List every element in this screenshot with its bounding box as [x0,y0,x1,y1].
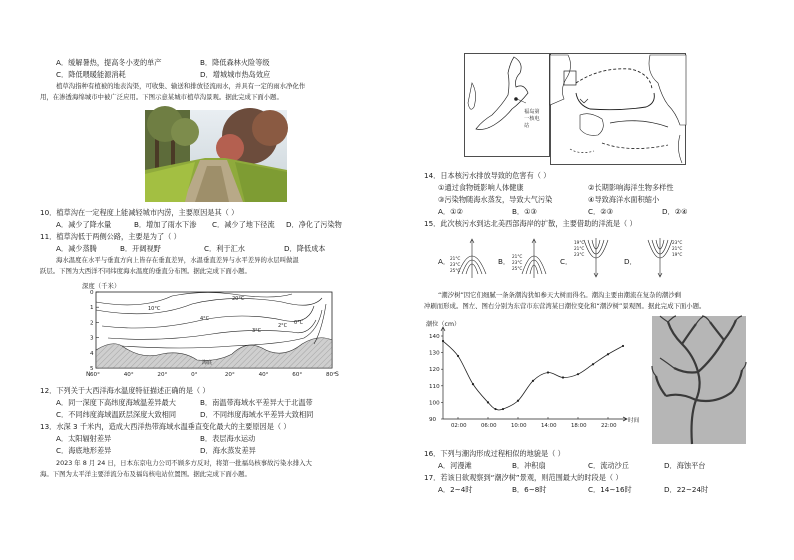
tide-point [547,371,549,373]
tide-point [607,353,609,355]
q10-option-d[interactable]: D．净化了污染物 [286,220,342,229]
pacific-currents-map [550,53,686,165]
q15-option-b[interactable]: B． [498,257,511,266]
tide-level-line [443,341,623,410]
q12-option-d[interactable]: D．不同纬度海域水平差异大致相同 [200,410,314,419]
tidal-tree-photo [652,316,746,444]
label-north: N [86,371,91,378]
q15-stem: 15．此次核污水到达北美西部海岸的扩散，主要借助的洋流是（ ） [424,219,637,228]
q12-option-b[interactable]: B．南温带海域水平差异大于北温带 [200,398,313,407]
tide-x-tick-label: 02:00 [451,423,467,429]
q14-item-2: ②长期影响海洋生物多样性 [588,183,674,192]
q13-option-d[interactable]: D．海水蒸发差异 [200,446,256,455]
svg-text:21°C: 21°C [450,256,461,261]
q9-option-a[interactable]: A．缓解暑热，提高冬小麦的单产 [56,58,162,67]
tide-point [442,340,444,342]
tide-y-tick-label: 120 [429,367,440,374]
tide-y-tick-label: 110 [429,383,440,390]
intro-tidal-tree-2: 冲刷而形成。图左、图右分别为东营市东营湾某日潮位变化和“潮汐树”景观图。据此完成下面小题。 [424,302,706,310]
depth-tick-label: 2 [90,320,94,327]
q15-option-d[interactable]: D． [624,257,637,266]
q15-diagram-b [512,234,556,280]
isotherm-2 [122,310,322,348]
tide-y-tick-label: 100 [429,400,440,407]
tide-x-tick-label: 10:00 [511,423,527,429]
tide-level-chart [426,318,648,430]
svg-text:21°C: 21°C [672,246,683,251]
tide-point [532,380,534,382]
tide-point [487,401,489,403]
svg-text:23°C: 23°C [512,260,523,265]
q16-option-a[interactable]: A．河漫滩 [438,461,472,470]
svg-text:23°C: 23°C [450,262,461,267]
intro-grass-swale-2: 用，在渗透海绵城市中被广泛应用。下图示意某城市植草沟景观。据此完成下面小题。 [40,93,283,101]
fukushima-label-3: 站 [524,123,530,129]
q11-option-c[interactable]: C．利于汇水 [204,244,245,253]
tide-xlabel: 时间 [628,418,640,424]
tide-point [472,383,474,385]
q10-option-a[interactable]: A．减少了降水量 [56,220,112,229]
label-seabed: 海底 [202,360,213,366]
q14-stem: 14．日本核污水排放导致的危害有（ ） [424,171,551,180]
q15-option-c[interactable]: C． [560,257,573,266]
latitude-tick-label: 40° [123,372,134,378]
q10-stem: 10．植草沟在一定程度上能减轻城市内涝，主要原因是其（ ） [40,208,239,217]
q10-option-c[interactable]: C．减少了地下径流 [212,220,275,229]
q13-option-b[interactable]: B．表层海水运动 [200,434,256,443]
isotherm-10 [96,298,322,314]
tide-point [494,408,496,410]
tide-y-tick-label: 130 [429,350,440,357]
latitude-tick-label: 0° [191,372,198,378]
fukushima-label-1: 福岛第 [524,109,540,115]
q9-option-c[interactable]: C．降低喂暖能源消耗 [56,70,126,79]
q16-option-c[interactable]: C．流动沙丘 [588,461,629,470]
tide-y-tick-label: 90 [429,417,437,423]
q9-option-b[interactable]: B．降低森林火险等级 [200,58,270,67]
label-south: S [335,371,339,378]
q12-stem: 12．下列关于大西洋海水温度特征描述正确的是（ ） [40,386,210,395]
tide-point [577,373,579,375]
depth-tick-label: 3 [90,335,94,342]
svg-text:23°C: 23°C [672,240,683,245]
q9-option-d[interactable]: D．增城城市热岛效应 [200,70,271,79]
tide-x-tick-label: 06:00 [481,423,497,429]
q11-stem: 11．植草沟低于两侧公路，主要是为了（ ） [40,232,181,241]
latitude-tick-label: 20° [157,372,168,378]
label-2c: 2°C [278,323,288,329]
svg-text:25°C: 25°C [512,266,523,271]
q16-option-b[interactable]: B．冲积扇 [512,461,546,470]
svg-text:21°C: 21°C [512,254,523,259]
svg-text:25°C: 25°C [450,268,461,273]
intro-ocean-temp-1: 海水温度在水平与垂直方向上皆存在垂直差异，水温垂直差异与水平差异的水层叫做温 [56,256,299,264]
depth-tick-label: 1 [90,305,94,312]
q15-diagram-a [452,234,492,280]
q17-stem: 17．若该日欲观察到“潮汐树”景观，则范围最大的时段是（ ） [424,473,623,482]
label-0c: 0°C [294,320,304,326]
tide-x-tick-label: 18:00 [571,423,587,429]
label-10c: 10°C [148,306,161,312]
svg-text:23°C: 23°C [574,252,585,257]
intro-tidal-tree-1: “潮汐树”因它们细腻一条条潮沟犹如参天大树而得名。潮沟主要由潮流在复杂的潮沙剩 [438,291,682,299]
q17-option-d[interactable]: D．22~24时 [664,485,709,494]
q13-stem: 13．水深 3 千米内，造成大西洋热带海域水温垂直变化最大的主要原因是（ ） [40,422,291,431]
q15-diagram-d [638,234,686,280]
latitude-tick-label: 80° [326,372,336,378]
intro-ocean-temp-2: 跃层。下图为大西洋不同纬度海水温度的垂直分布图。据此完成下面小题。 [40,267,251,275]
latitude-ticks [90,372,336,378]
q10-option-b[interactable]: B．增加了雨水下渗 [134,220,197,229]
q13-option-a[interactable]: A．太阳辐射差异 [56,434,112,443]
q17-option-c[interactable]: C．14~16时 [588,485,632,494]
tide-y-tick-label: 140 [429,334,440,340]
svg-text:21°C: 21°C [574,246,585,251]
tide-point [562,376,564,378]
q14-item-1: ①通过食物链影响人体健康 [438,183,524,192]
q12-option-a[interactable]: A．同一深度下高纬度海域温差异最大 [56,398,176,407]
grass-swale-photo [145,110,287,202]
tide-points [442,340,624,410]
latitude-tick-label: 60° [90,372,100,378]
q16-option-d[interactable]: D．海蚀平台 [664,461,706,470]
depth-tick-label: 4 [90,350,94,357]
tide-point [622,345,624,347]
japan-inset-map [464,53,550,157]
label-4c: 4°C [200,316,210,322]
depth-axis-label: 深度（千米） [82,282,121,290]
tide-ylabel: 潮位（cm） [426,321,461,328]
depth-tick-label: 0 [90,290,94,296]
q14-option-c[interactable]: C．②③ [588,207,614,216]
svg-text:19°C: 19°C [574,240,585,245]
q14-item-4: ④导致海洋水面积缩小 [588,195,660,204]
tide-x-tick-label: 14:00 [541,423,557,429]
latitude-tick-label: 20° [224,372,235,378]
q15-option-a[interactable]: A． [438,257,451,266]
q16-stem: 16．下列与潮沟形成过程相似的地貌是（ ） [424,449,565,458]
q13-option-c[interactable]: C．海底地形差异 [56,446,112,455]
svg-text:19°C: 19°C [672,252,683,257]
latitude-tick-label: 40° [258,372,269,378]
tide-y-ticks [429,334,443,423]
q17-option-a[interactable]: A．2~4时 [438,485,473,494]
q14-option-a[interactable]: A．①② [438,207,463,216]
label-20c: 20°C [232,296,245,302]
atlantic-isotherm-chart [82,280,342,382]
q15-diagram-c [574,234,618,280]
q11-option-d[interactable]: D．降低成本 [284,244,326,253]
tide-point [502,408,504,410]
tide-point [517,400,519,402]
q14-item-3: ③污染物随海水蒸发，导致大气污染 [438,195,553,204]
q14-option-d[interactable]: D．②④ [662,207,688,216]
intro-fukushima-2: 海。下图为太平洋主要洋流分布及福岛核电站位置图。据此完成下面小题。 [40,470,251,478]
depth-tick-label: 5 [90,366,94,372]
intro-grass-swale-1: 植草沟指种有植被的地表沟渠，可收集、输送和排放径流雨水，并具有一定的雨水净化作 [56,82,306,90]
latitude-tick-label: 60° [292,372,303,378]
tide-point [592,363,594,365]
q12-option-c[interactable]: C．不同纬度海域温跃层深度大致相同 [56,410,177,419]
q11-option-b[interactable]: B．开阔视野 [120,244,161,253]
tide-x-tick-label: 22:00 [601,423,617,429]
isotherm-20 [96,292,292,305]
intro-fukushima-1: 2023 年 8 月 24 日，日本东京电力公司不顾多方反对，将第一批福岛核事故污染水排入大 [56,459,312,467]
label-3c: 3°C [252,328,262,334]
q11-option-a[interactable]: A．减少蒸腾 [56,244,97,253]
q14-option-b[interactable]: B．①③ [512,207,538,216]
q17-option-b[interactable]: B．6~8时 [512,485,547,494]
tide-point [457,355,459,357]
fukushima-label-2: 一核电 [524,116,540,122]
